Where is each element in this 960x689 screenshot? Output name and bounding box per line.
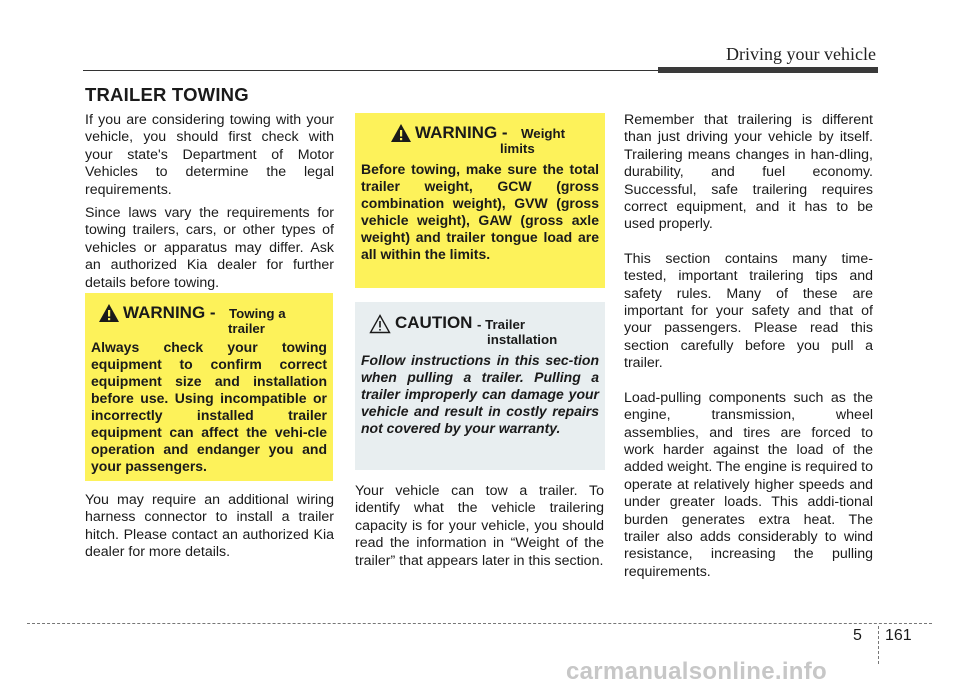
page-number: 161 <box>885 627 912 644</box>
warning-text: Before towing, make sure the total trailer weight, GCW (gross combination weight), GVW (gross vehicle weight), GAW (gross axle weight) and trailer tongue load are all within the limits. <box>361 161 599 262</box>
warning-label: WARNING - <box>415 123 508 142</box>
running-header: Driving your vehicle <box>726 44 876 64</box>
column-3 <box>624 112 873 581</box>
warning-subject-line2: trailer <box>228 321 265 336</box>
warning-subject-line2: limits <box>500 141 535 156</box>
warning-text: Always check your towing equipment to confirm correct equipment size and installation before use. Using incompatible or incorrectly installed trailer equipment can affect the vehi-cle operation and endanger you and your passengers. <box>91 339 327 474</box>
warning-box-towing <box>85 293 333 481</box>
paragraph: You may require an additional wiring harness connector to install a trailer hitch. Please contact an authorized Kia dealer for more details. <box>85 492 334 561</box>
column-1-bottom <box>85 492 334 562</box>
warning-subject: Towing a <box>229 306 286 321</box>
caution-box-installation <box>355 302 605 470</box>
column-2-bottom <box>355 483 604 570</box>
caution-text: Follow instructions in this sec-tion when pulling a trailer. Pulling a trailer improperly can damage your vehicle and result in costly repairs not covered by your warranty. <box>361 352 599 436</box>
warning-box-weight <box>355 113 605 288</box>
paragraph: If you are considering towing with your vehicle, you should first check with your state's Department of Motor Vehicles to determine the legal requirements. <box>85 112 334 198</box>
paragraph: Load-pulling components such as the engine, transmission, wheel assemblies, and tires are forced to work harder against the load of the added weight. The engine is required to operate at relatively higher speeds and under greater loads. This addi-tional burden generates extra heat. The trailer also adds considerably to wind resistance, increasing the pulling requirements. <box>624 389 873 580</box>
page-number-separator <box>878 626 879 664</box>
chapter-number: 5 <box>853 627 862 644</box>
warning-triangle-icon <box>98 303 120 323</box>
warning-triangle-icon <box>390 123 412 143</box>
warning-label: WARNING - <box>123 303 216 322</box>
footer-rule <box>27 623 932 624</box>
watermark: carmanualsonline.info <box>566 658 828 685</box>
paragraph: This section contains many time-tested, important trailering tips and safety rules. Many of these are important for your safety and that of your passengers. Please read this section carefully before you pull a trailer. <box>624 250 873 372</box>
paragraph: Since laws vary the requirements for towing trailers, cars, or other types of vehicles or apparatus may differ. Ask an authorized Kia dealer for further details before towing. <box>85 205 334 291</box>
paragraph: Remember that trailering is different than just driving your vehicle by itself. Trailering means changes in han-dling, durability, and fuel economy. Successful, safe trailering requires correct equipment, and it has to be used properly. <box>624 112 873 233</box>
caution-subject-line2: installation <box>487 332 558 347</box>
paragraph: Your vehicle can tow a trailer. To identify what the vehicle trailering capacity is for your vehicle, you should read the information in “Weight of the trailer” that appears later in this section. <box>355 483 604 569</box>
caution-triangle-icon <box>369 314 391 334</box>
caution-subject: - Trailer <box>477 317 526 332</box>
header-rule-accent <box>658 67 878 73</box>
warning-subject: Weight <box>521 126 566 141</box>
section-title: TRAILER TOWING <box>85 84 249 105</box>
column-1 <box>85 112 334 292</box>
caution-label: CAUTION <box>395 313 473 332</box>
